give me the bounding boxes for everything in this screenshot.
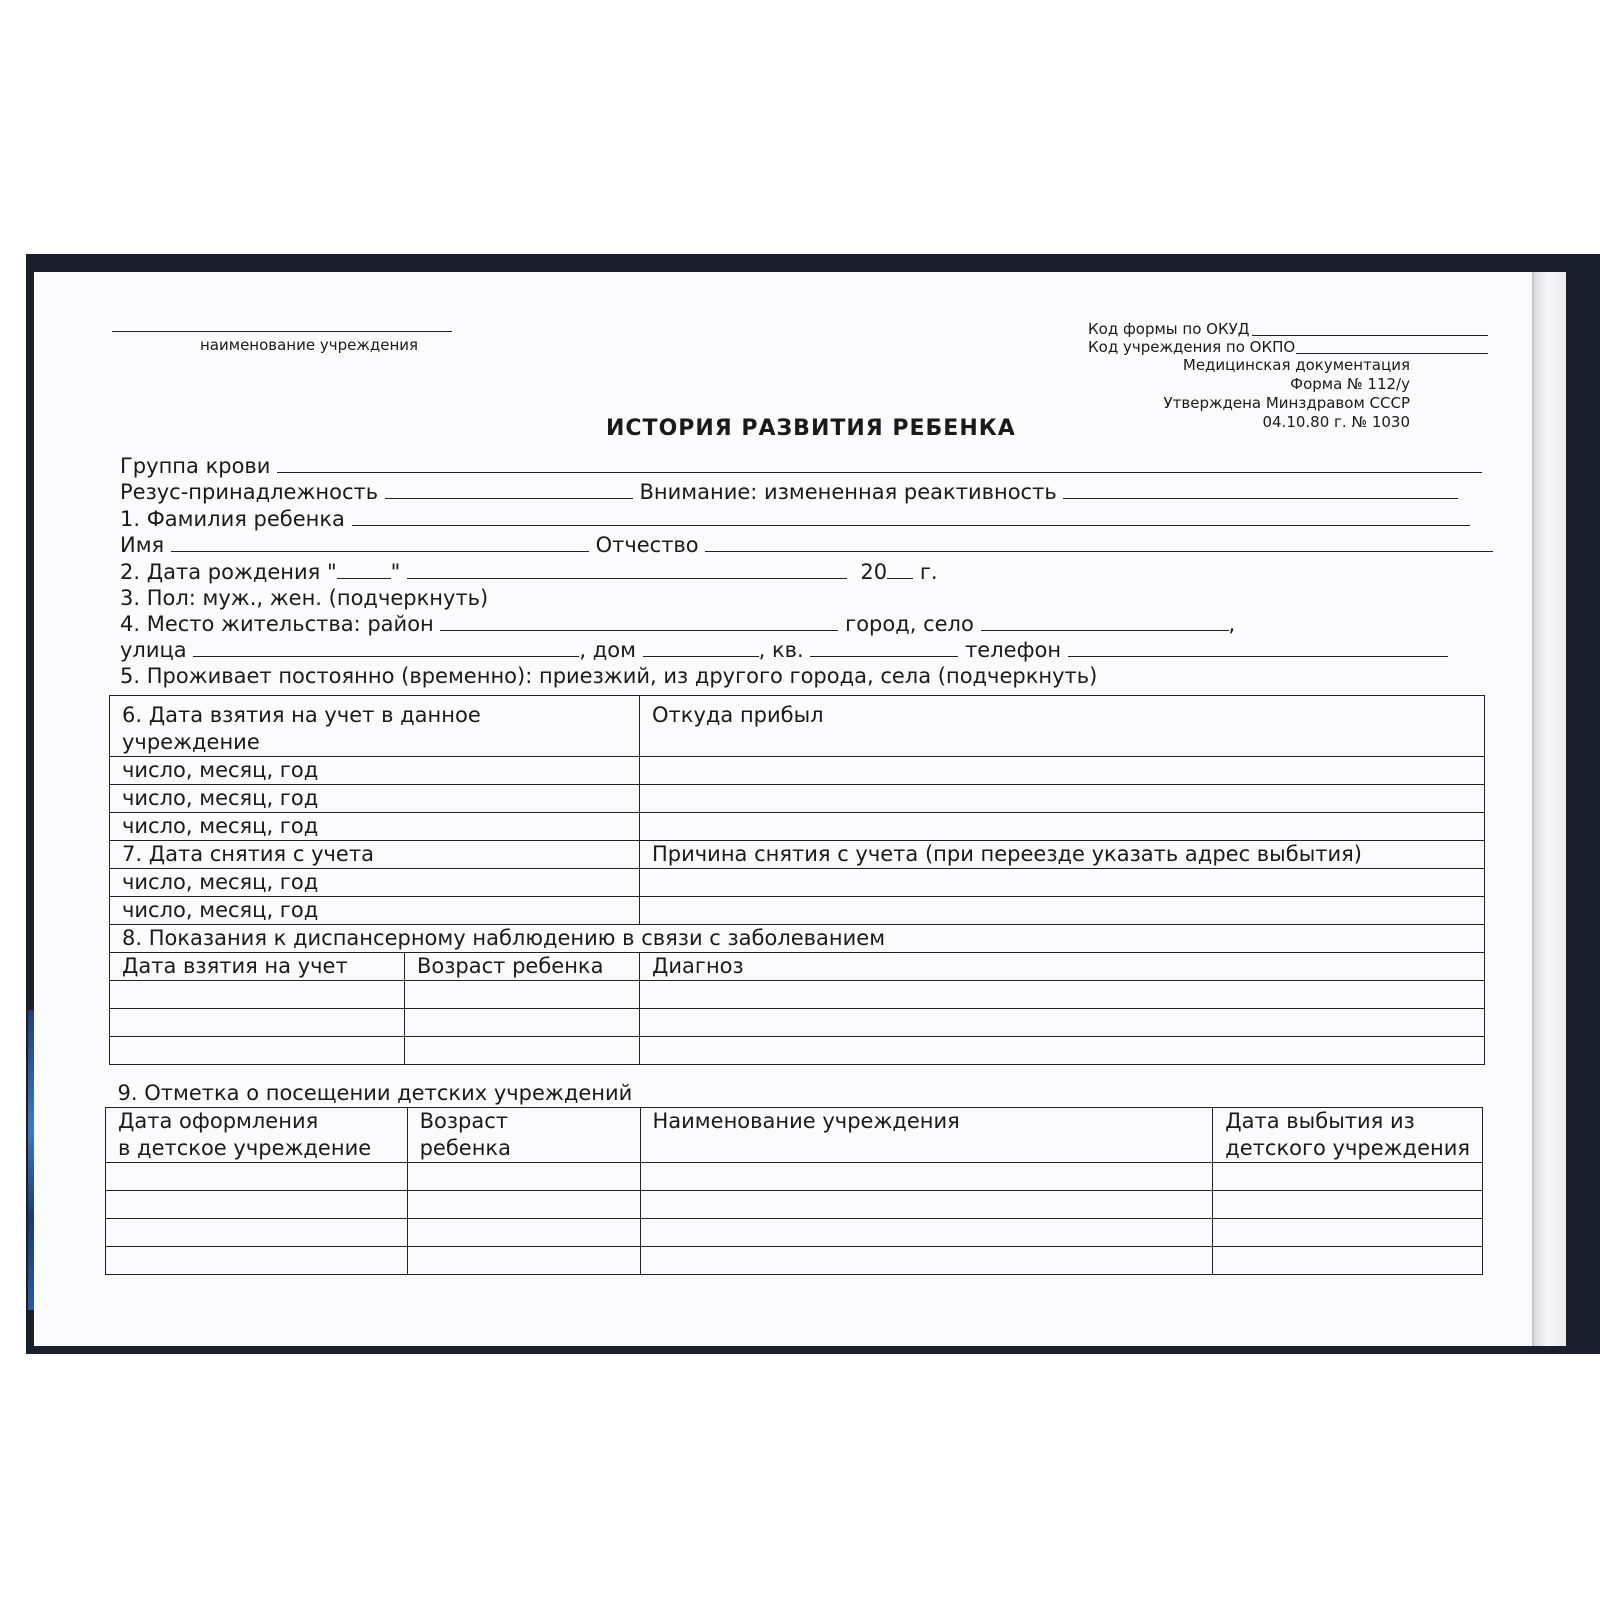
sex-label: 3. Пол: муж., жен. (подчеркнуть) (120, 586, 489, 610)
reactivity-field[interactable] (1063, 482, 1458, 499)
visit-name-header: Наименование учреждения (640, 1108, 1213, 1163)
reg-date-header: 6. Дата взятия на учет в данное учреждение (110, 696, 640, 757)
visit-out-cell[interactable] (1213, 1219, 1483, 1247)
lives-label: 5. Проживает постоянно (временно): приезжий, из другого города, села (подчеркнуть) (120, 664, 1098, 688)
date-cell[interactable]: число, месяц, год (110, 897, 640, 925)
okud-line (1252, 335, 1488, 336)
birth-quote-close: " (390, 560, 401, 584)
street-field[interactable] (193, 640, 579, 657)
visit-age-cell[interactable] (407, 1163, 640, 1191)
disp-diag-cell[interactable] (640, 1009, 1485, 1037)
street-row (120, 638, 1448, 662)
table-row (106, 1108, 1483, 1163)
from-cell[interactable] (640, 813, 1485, 841)
page-title: ИСТОРИЯ РАЗВИТИЯ РЕБЕНКА (606, 416, 1016, 441)
surname-row (120, 507, 1470, 531)
okpo-label: Код учреждения по ОКПО (1088, 338, 1296, 356)
table-row[interactable] (110, 981, 1485, 1009)
residence-comma: , (1228, 612, 1236, 636)
birth-month-field[interactable] (407, 562, 847, 579)
table-row[interactable] (110, 785, 1485, 813)
visit-name-cell[interactable] (640, 1247, 1213, 1275)
registration-table (109, 695, 1485, 1065)
disp-diag-cell[interactable] (640, 1037, 1485, 1065)
visit-date-cell[interactable] (106, 1191, 408, 1219)
dereg-header: 7. Дата снятия с учета (110, 841, 640, 869)
phone-field[interactable] (1068, 640, 1448, 657)
rhesus-field[interactable] (385, 482, 633, 499)
visit-out-cell[interactable] (1213, 1163, 1483, 1191)
patronymic-label: Отчество (595, 533, 699, 557)
apt-label: , кв. (758, 638, 804, 662)
table-row[interactable] (106, 1247, 1483, 1275)
name-label: Имя (120, 533, 165, 557)
table-row[interactable] (110, 897, 1485, 925)
surname-label: 1. Фамилия ребенка (120, 507, 345, 531)
form-number: Форма № 112/у (1290, 375, 1410, 393)
birth-date-row (120, 560, 938, 584)
table-row[interactable] (106, 1219, 1483, 1247)
disp-diag-header: Диагноз (640, 953, 1485, 981)
visit-out-cell[interactable] (1213, 1191, 1483, 1219)
visit-date-header: Дата оформления в детское учреждение (106, 1108, 408, 1163)
table-row (110, 953, 1485, 981)
apt-field[interactable] (810, 640, 958, 657)
birth-year-suffix: г. (919, 560, 938, 584)
disp-header: 8. Показания к диспансерному наблюдению в связи с заболеванием (110, 925, 1485, 953)
table-row[interactable] (106, 1191, 1483, 1219)
dereg-reason-header: Причина снятия с учета (при переезде указать адрес выбытия) (640, 841, 1485, 869)
blood-group-row (120, 454, 1482, 478)
institution-line (112, 331, 452, 332)
birth-year-field[interactable] (887, 562, 913, 579)
table-row[interactable] (110, 1009, 1485, 1037)
blood-group-label: Группа крови (120, 454, 271, 478)
disp-date-cell[interactable] (110, 1009, 405, 1037)
visit-name-cell[interactable] (640, 1219, 1213, 1247)
date-cell[interactable]: число, месяц, год (110, 785, 640, 813)
reason-cell[interactable] (640, 869, 1485, 897)
visits-header: 9. Отметка о посещении детских учреждений (106, 1080, 1483, 1108)
table-row (110, 696, 1485, 757)
form-approval (1100, 356, 1410, 432)
table-row[interactable] (110, 1037, 1485, 1065)
surname-field[interactable] (352, 509, 1470, 526)
date-cell[interactable]: число, месяц, год (110, 869, 640, 897)
visit-age-cell[interactable] (407, 1191, 640, 1219)
visit-date-cell[interactable] (106, 1219, 408, 1247)
birth-date-label: 2. Дата рождения (120, 560, 321, 584)
lives-row (120, 664, 1097, 688)
disp-date-cell[interactable] (110, 1037, 405, 1065)
approved-by: Утверждена Минздравом СССР (1163, 394, 1410, 412)
date-cell[interactable]: число, месяц, год (110, 813, 640, 841)
visits-table (105, 1080, 1483, 1275)
house-label: , дом (579, 638, 636, 662)
visit-age-header: Возраст ребенка (407, 1108, 640, 1163)
date-cell[interactable]: число, месяц, год (110, 757, 640, 785)
attention-label: Внимание: измененная реактивность (639, 480, 1057, 504)
visit-age-cell[interactable] (407, 1247, 640, 1275)
rhesus-label: Резус-принадлежность (120, 480, 379, 504)
doc-type: Медицинская документация (1182, 356, 1410, 374)
disp-date-cell[interactable] (110, 981, 405, 1009)
disp-age-header: Возраст ребенка (405, 953, 640, 981)
disp-age-cell[interactable] (405, 1037, 640, 1065)
visit-age-cell[interactable] (407, 1219, 640, 1247)
reason-cell[interactable] (640, 897, 1485, 925)
blood-group-field[interactable] (277, 456, 1482, 473)
table-row (110, 841, 1485, 869)
visit-date-cell[interactable] (106, 1247, 408, 1275)
okud-label: Код формы по ОКУД (1088, 320, 1250, 338)
table-row[interactable] (106, 1163, 1483, 1191)
disp-age-cell[interactable] (405, 981, 640, 1009)
city-label: город, село (845, 612, 974, 636)
rhesus-row (120, 480, 1458, 504)
table-row[interactable] (110, 757, 1485, 785)
institution-caption: наименование учреждения (200, 336, 419, 354)
visit-out-cell[interactable] (1213, 1247, 1483, 1275)
patronymic-field[interactable] (705, 535, 1493, 552)
street-label: улица (120, 638, 187, 662)
from-header: Откуда прибыл (640, 696, 1485, 757)
residence-label: 4. Место жительства: район (120, 612, 434, 636)
name-field[interactable] (171, 535, 589, 552)
birth-day-field[interactable] (337, 562, 391, 579)
table-row[interactable] (110, 869, 1485, 897)
district-field[interactable] (440, 614, 838, 631)
city-field[interactable] (981, 614, 1229, 631)
visit-name-cell[interactable] (640, 1163, 1213, 1191)
phone-label: телефон (965, 638, 1062, 662)
birth-quote-open: " (327, 560, 337, 584)
visit-date-cell[interactable] (106, 1163, 408, 1191)
visit-name-cell[interactable] (640, 1191, 1213, 1219)
approved-date: 04.10.80 г. № 1030 (1262, 413, 1410, 431)
name-row (120, 533, 1493, 557)
okpo-line (1296, 353, 1488, 354)
disp-date-header: Дата взятия на учет (110, 953, 405, 981)
from-cell[interactable] (640, 757, 1485, 785)
table-row[interactable] (110, 813, 1485, 841)
right-page-edge (1534, 272, 1566, 1346)
sex-row (120, 586, 488, 610)
visit-out-header: Дата выбытия из детского учреждения (1213, 1108, 1483, 1163)
table-row (110, 925, 1485, 953)
disp-age-cell[interactable] (405, 1009, 640, 1037)
from-cell[interactable] (640, 785, 1485, 813)
table-row (106, 1080, 1483, 1108)
residence-row (120, 612, 1235, 636)
birth-year-prefix: 20 (860, 560, 888, 584)
house-field[interactable] (643, 640, 759, 657)
disp-diag-cell[interactable] (640, 981, 1485, 1009)
